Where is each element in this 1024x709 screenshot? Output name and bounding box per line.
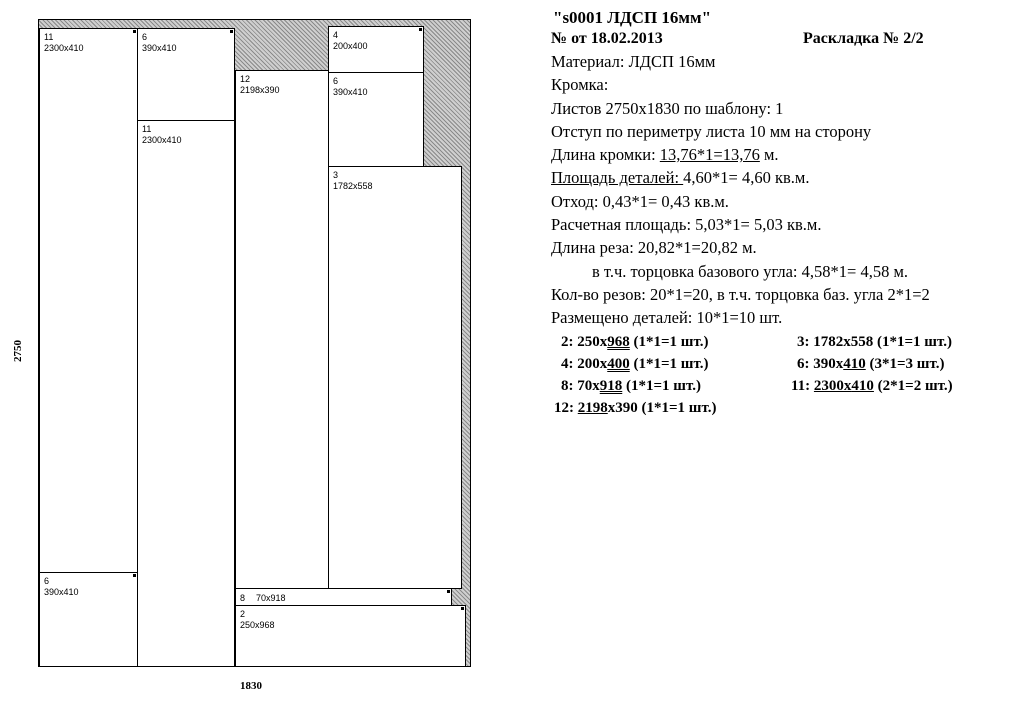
orientation-dot [230,30,233,33]
panel-number: 6 [142,32,148,42]
panel-size: 250x968 [240,620,275,630]
cut-length-line: Длина реза: 20,82*1=20,82 м. [551,238,757,258]
part-size-a: 250x [577,333,608,350]
panel-size: 2198x390 [240,85,280,95]
part-size-b: 410 [843,355,866,372]
parts-list [551,334,1011,424]
part-prefix: 11: [791,377,814,394]
part-size-b: 918 [599,377,623,394]
document-header [551,28,1011,50]
panel-size: 390x410 [44,587,79,597]
sheet-board [38,19,471,667]
part-count: (1*1=1 шт.) [629,333,709,350]
part-entry-4 [561,356,708,373]
calc-area-line: Расчетная площадь: 5,03*1= 5,03 кв.м. [551,215,822,235]
part-size-a: 70x [577,377,600,394]
panel-3[interactable] [328,166,462,589]
part-size-b: 410 [851,377,874,394]
panel-number: 11 [44,32,54,42]
offset-line: Отступ по периметру листа 10 мм на сторону [551,121,872,141]
edge-length-unit: м. [759,145,779,165]
part-prefix: 3: [797,333,814,350]
waste-line: Отход: 0,43*1= 0,43 кв.м. [551,191,729,211]
part-size-a: 2300x [813,377,852,394]
orientation-dot [447,590,450,593]
parts-area-label: Площадь деталей: [551,168,684,188]
part-size-b: 968 [607,333,630,350]
parts-area-value: 4,60*1= 4,60 кв.м. [683,168,810,188]
sheet-width-label: 1830 [240,680,262,692]
part-size-b: x390 [607,399,638,416]
part-count: (2*1=2 шт.) [873,377,953,394]
trim-cut-line: в т.ч. торцовка базового угла: 4,58*1= 4,58 м. [592,261,909,281]
part-prefix: 8: [561,377,578,394]
panel-size: 70x918 [256,593,286,603]
edge-line: Кромка: [551,75,609,95]
part-size-a: 2198 [577,399,608,416]
panel-number: 6 [333,76,339,86]
edge-length-line [551,143,1011,166]
part-size-a: 200x [577,355,608,372]
part-prefix: 12: [554,399,578,416]
panel-number: 6 [44,576,50,586]
part-count: (3*1=3 шт.) [865,355,945,372]
panel-11-a[interactable] [39,28,138,573]
edge-length-value: 13,76*1=13,76 [659,145,760,165]
edge-length-label: Длина кромки: [551,145,660,165]
orientation-dot [419,28,422,31]
part-entry-11 [791,378,953,395]
layout-info-panel [551,8,1011,424]
part-count: (1*1=1 шт.) [637,399,717,416]
document-title: "s0001 ЛДСП 16мм" [553,8,712,27]
part-prefix: 6: [797,355,814,372]
placed-parts-line: Размещено деталей: 10*1=10 шт. [551,308,783,328]
part-size-a: 1782x558 [813,333,874,350]
panel-8[interactable] [235,588,452,606]
panel-size: 2300x410 [44,43,84,53]
panel-number: 11 [142,124,152,134]
panel-12[interactable] [235,70,329,589]
panel-11-b[interactable] [137,120,235,667]
panel-4[interactable] [328,26,424,73]
panel-number: 3 [333,170,339,180]
panel-size: 200x400 [333,41,368,51]
part-count: (1*1=1 шт.) [629,355,709,372]
part-entry-6 [797,356,944,373]
orientation-dot [133,574,136,577]
sheet-height-label: 2750 [12,340,24,362]
panel-6-b[interactable] [137,28,235,121]
panel-size: 390x410 [142,43,177,53]
panel-number: 4 [333,30,339,40]
part-entry-2 [561,334,708,351]
material-line: Материал: ЛДСП 16мм [551,52,716,71]
part-count: (1*1=1 шт.) [622,377,701,394]
layout-number: Раскладка № 2/2 [803,30,924,47]
cuts-count-line: Кол-во резов: 20*1=20, в т.ч. торцовка баз. угла 2*1=2 [551,284,930,304]
panel-number: 8 [240,593,246,603]
part-size-b: 400 [607,355,630,372]
part-entry-3 [797,334,952,351]
part-entry-12 [554,400,716,417]
panel-size: 2300x410 [142,135,182,145]
part-entry-8 [561,378,701,395]
panel-number: 2 [240,609,246,619]
panel-size: 1782x558 [333,181,373,191]
part-count: (1*1=1 шт.) [873,333,952,350]
orientation-dot [133,30,136,33]
orientation-dot [461,607,464,610]
panel-number: 12 [240,74,251,84]
parts-area-line [551,166,1011,189]
document-number: № от 18.02.2013 [551,30,663,47]
panel-size: 390x410 [333,87,368,97]
part-prefix: 2: [561,333,578,350]
part-prefix: 4: [561,355,578,372]
part-size-a: 390x [813,355,844,372]
sheets-line: Листов 2750x1830 по шаблону: 1 [551,98,784,118]
panel-2[interactable] [235,605,466,667]
panel-6-a[interactable] [39,572,138,667]
panel-6-c[interactable] [328,72,424,167]
